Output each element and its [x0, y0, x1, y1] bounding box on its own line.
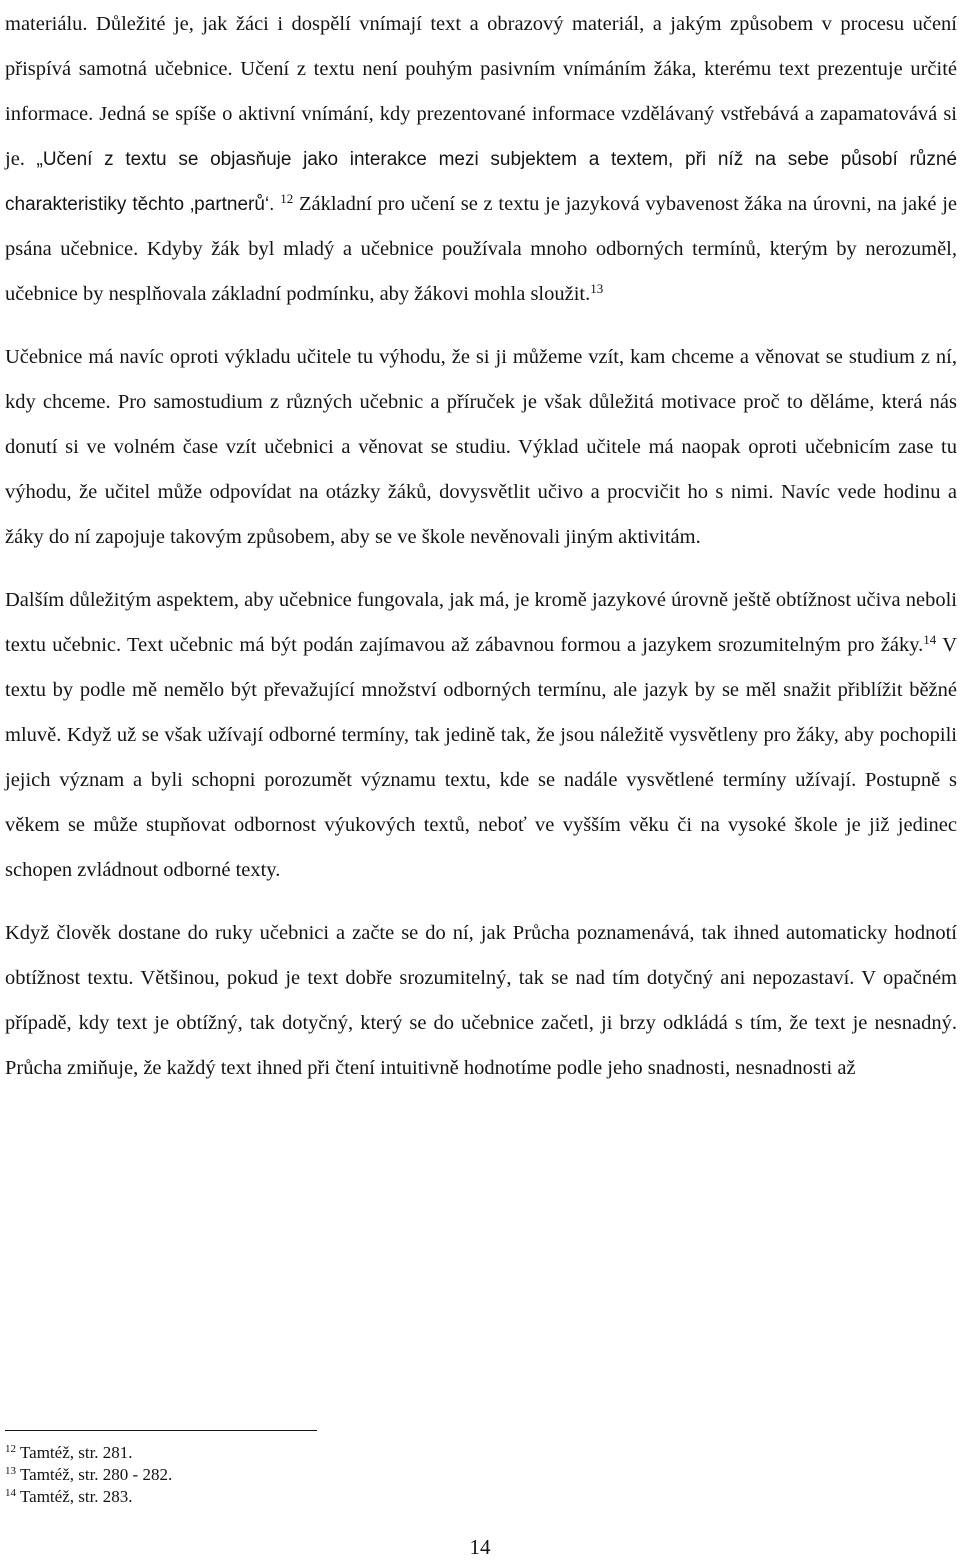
footnote-ref-14: 14 — [923, 631, 937, 647]
footnote-number: 14 — [5, 1486, 16, 1499]
paragraph-3-text-b: V textu by podle mě nemělo být převažující množství odborných termínu, ale jazyk by se měl snažit přiblížit běžné mluvě. Když už se však užívají odborné termíny, tak jedině tak, že jsou náležitě vysvětleny pro žáky, aby pochopili jejich význam a byli schopni porozumět významu textu, kde se nadále vysvětlené termíny užívají. Postupně s věkem se může stupňovat odbornost výukových textů, neboť ve vyšším věku či na vysoké škole je již jedinec schopen zvládnout odborné texty. — [5, 634, 957, 881]
paragraph-4: Když člověk dostane do ruky učebnici a začte se do ní, jak Průcha poznamenává, tak ihned automaticky hodnotí obtížnost textu. Většinou, pokud je text dobře srozumitelný, tak se nad tím dotyčný ani nepozastaví. V opačném případě, kdy text je obtížný, tak dotyčný, který se do učebnice začetl, ji brzy odkládá s tím, že text je nesnadný. Průcha zmiňuje, že každý text ihned při čtení intuitivně hodnotíme podle jeho snadnosti, nesnadnosti až — [5, 922, 957, 1079]
paragraph-1-text-a: materiálu. Důležité je, jak žáci i dospělí vnímají text a obrazový materiál, a jakým způsobem v procesu učení přispívá samotná učebnice. Učení z textu není pouhým pasivním vnímáním žáka, kterému text prezentuje určité informace. Jedná se spíše o aktivní vnímání, kdy prezentované informace vzdělávaný vstřebává a zapamatovává si je. — [5, 13, 957, 170]
footnote-14 — [5, 1486, 505, 1508]
paragraph-1-quote: „Učení z textu se objasňuje jako interakce mezi subjektem a textem, při níž na sebe působí různé charakteristiky těchto ‚partnerů‘. — [5, 149, 958, 215]
page-number: 14 — [469, 1535, 491, 1559]
footnotes — [5, 1442, 505, 1508]
footnote-13 — [5, 1464, 505, 1486]
paragraph-3-text-a: Dalším důležitým aspektem, aby učebnice fungovala, jak má, je kromě jazykové úrovně ještě obtížnost učiva neboli textu učebnic. Text učebnic má být podán zajímavou až zábavnou formou a jazykem srozumitelným pro žáky. — [5, 589, 957, 656]
footnote-text: Tamtéž, str. 280 - 282. — [19, 1465, 173, 1484]
paragraph-1 — [5, 2, 957, 317]
footnote-12 — [5, 1442, 505, 1464]
document-page — [5, 0, 957, 1091]
footnote-ref-13: 13 — [590, 280, 604, 296]
footnote-ref-12: 12 — [280, 190, 294, 206]
footnote-text: Tamtéž, str. 283. — [19, 1487, 133, 1506]
footnote-number: 13 — [5, 1464, 16, 1477]
footnote-number: 12 — [5, 1442, 16, 1455]
footnote-text: Tamtéž, str. 281. — [19, 1443, 133, 1462]
footnote-separator — [5, 1430, 317, 1431]
paragraph-2: Učebnice má navíc oproti výkladu učitele tu výhodu, že si ji můžeme vzít, kam chceme a věnovat se studium z ní, kdy chceme. Pro samostudium z různých učebnic a příruček je však důležitá motivace proč to děláme, která nás donutí si ve volném čase vzít učebnici a věnovat se studiu. Výklad učitele má naopak oproti učebnicím zase tu výhodu, že učitel může odpovídat na otázky žáků, dovysvětlit učivo a procvičit ho s nimi. Navíc vede hodinu a žáky do ní zapojuje takovým způsobem, aby se ve škole nevěnovali jiným aktivitám. — [5, 346, 957, 548]
paragraph-1-text-b: Základní pro učení se z textu je jazyková vybavenost žáka na úrovni, na jaké je psána učebnice. Kdyby žák byl mladý a učebnice používala mnoho odborných termínů, kterým by nerozuměl, učebnice by nesplňovala základní podmínku, aby žákovi mohla sloužit. — [5, 193, 958, 305]
paragraph-3 — [5, 578, 957, 893]
